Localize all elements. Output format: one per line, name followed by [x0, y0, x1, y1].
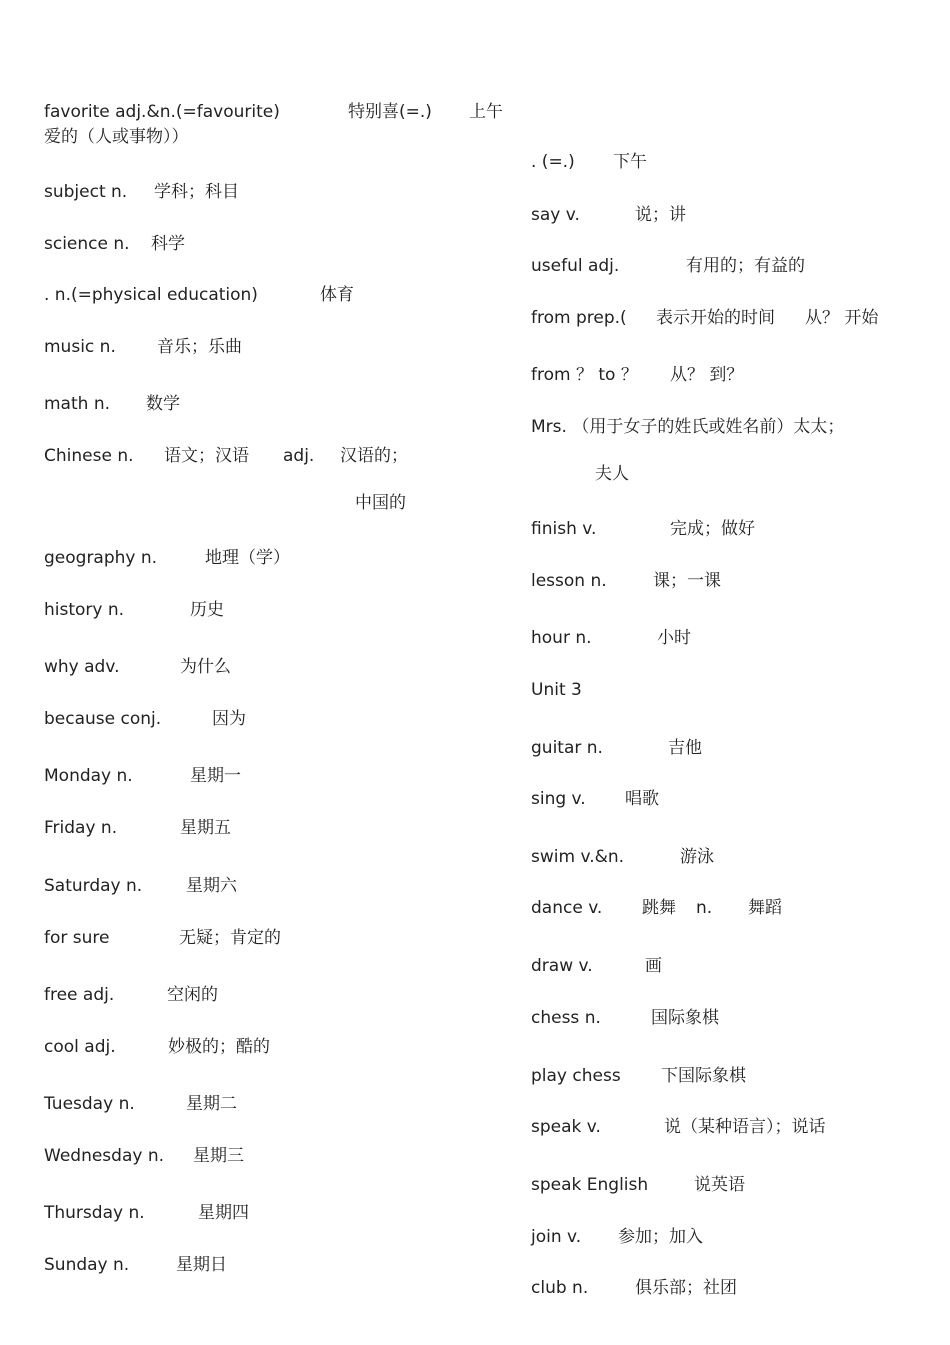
entry-lesson-word: lesson n. [531, 571, 607, 591]
entry-saturday-meaning: 星期六 [186, 876, 237, 896]
entry-finish-word: finish v. [531, 519, 597, 539]
entry-join-word: join v. [531, 1227, 582, 1247]
entry-dance-word: dance v. [531, 898, 603, 918]
entry-favorite-meaning-cont: 爱的（人或事物）） [44, 127, 189, 147]
entry-tuesday-meaning: 星期二 [186, 1094, 237, 1114]
entry-guitar-meaning: 吉他 [668, 738, 702, 758]
entry-hour-meaning: 小时 [657, 628, 691, 648]
entry-speak-word: speak v. [531, 1117, 601, 1137]
entry-science-word: science n. [44, 234, 130, 254]
entry-geography-meaning: 地理（学） [205, 548, 290, 568]
entry-dance-pos: n. [696, 898, 713, 918]
entry-from-meaning: 表示开始的时间 [656, 308, 775, 328]
entry-favorite-extra: 上午 [469, 102, 503, 122]
entry-chess-word: chess n. [531, 1008, 601, 1028]
entry-speak-english-word: speak English [531, 1175, 649, 1195]
entry-favorite-meaning: 特别喜(=.) [348, 102, 432, 122]
entry-science-meaning: 科学 [151, 234, 185, 254]
entry-mrs-cont: 夫人 [595, 464, 629, 484]
entry-swim-meaning: 游泳 [680, 847, 714, 867]
entry-chess-meaning: 国际象棋 [651, 1008, 719, 1028]
entry-draw-word: draw v. [531, 956, 593, 976]
entry-tuesday-word: Tuesday n. [44, 1094, 135, 1114]
entry-speak-english-meaning: 说英语 [694, 1175, 745, 1195]
entry-pe-word: . n.(=physical education) [44, 285, 258, 305]
entry-thursday-word: Thursday n. [44, 1203, 145, 1223]
entry-from-to-word: from ？ to ？ [531, 365, 638, 385]
entry-mrs: Mrs. （用于女子的姓氏或姓名前）太太； [531, 417, 845, 437]
entry-for-sure-word: for sure [44, 928, 110, 948]
entry-favorite-word: favorite adj.&n.(=favourite) [44, 102, 280, 122]
entry-club-word: club n. [531, 1278, 589, 1298]
entry-pe-meaning: 体育 [320, 285, 354, 305]
entry-history-meaning: 历史 [190, 600, 224, 620]
entry-play-chess-meaning: 下国际象棋 [661, 1066, 746, 1086]
entry-cool-meaning: 妙极的；酷的 [168, 1037, 270, 1057]
entry-sunday-word: Sunday n. [44, 1255, 130, 1275]
entry-sunday-meaning: 星期日 [176, 1255, 227, 1275]
entry-chinese-adj-meaning-cont: 中国的 [355, 493, 406, 513]
entry-monday-word: Monday n. [44, 766, 133, 786]
unit-heading: Unit 3 [531, 680, 582, 700]
entry-speak-meaning: 说（某种语言）；说话 [664, 1117, 826, 1137]
entry-math-meaning: 数学 [146, 394, 180, 414]
entry-wednesday-meaning: 星期三 [193, 1146, 244, 1166]
entry-swim-word: swim v.&n. [531, 847, 625, 867]
entry-dance-noun-meaning: 舞蹈 [748, 898, 782, 918]
entry-chinese-meaning: 语文；汉语 [164, 446, 249, 466]
entry-chinese-adj-meaning: 汉语的； [340, 446, 408, 466]
entry-sing-word: sing v. [531, 789, 586, 809]
entry-history-word: history n. [44, 600, 125, 620]
entry-club-meaning: 俱乐部；社团 [635, 1278, 737, 1298]
entry-useful-word: useful adj. [531, 256, 620, 276]
entry-why-meaning: 为什么 [180, 657, 231, 677]
entry-pm-meaning: 下午 [613, 152, 647, 172]
entry-from-meaning-tail: 从？ 开始 [805, 308, 879, 328]
entry-geography-word: geography n. [44, 548, 158, 568]
entry-guitar-word: guitar n. [531, 738, 603, 758]
entry-music-meaning: 音乐；乐曲 [157, 337, 242, 357]
entry-subject-word: subject n. [44, 182, 128, 202]
entry-say-word: say v. [531, 205, 580, 225]
entry-pm-word: . (=.) [531, 152, 575, 172]
entry-dance-meaning: 跳舞 [642, 898, 676, 918]
entry-music-word: music n. [44, 337, 116, 357]
entry-say-meaning: 说；讲 [635, 205, 686, 225]
entry-for-sure-meaning: 无疑；肯定的 [179, 928, 281, 948]
entry-math-word: math n. [44, 394, 110, 414]
entry-saturday-word: Saturday n. [44, 876, 143, 896]
entry-friday-word: Friday n. [44, 818, 118, 838]
entry-lesson-meaning: 课；一课 [653, 571, 721, 591]
entry-free-word: free adj. [44, 985, 115, 1005]
entry-cool-word: cool adj. [44, 1037, 116, 1057]
entry-chinese-pos: adj. [283, 446, 315, 466]
entry-draw-meaning: 画 [645, 956, 662, 976]
entry-chinese-word: Chinese n. [44, 446, 134, 466]
entry-from-word: from prep.( [531, 308, 627, 328]
entry-because-meaning: 因为 [212, 709, 246, 729]
entry-subject-meaning: 学科；科目 [154, 182, 239, 202]
entry-sing-meaning: 唱歌 [625, 789, 659, 809]
entry-why-word: why adv. [44, 657, 120, 677]
entry-join-meaning: 参加；加入 [618, 1227, 703, 1247]
entry-monday-meaning: 星期一 [190, 766, 241, 786]
entry-hour-word: hour n. [531, 628, 592, 648]
entry-useful-meaning: 有用的；有益的 [686, 256, 805, 276]
entry-free-meaning: 空闲的 [167, 985, 218, 1005]
entry-wednesday-word: Wednesday n. [44, 1146, 165, 1166]
entry-because-word: because conj. [44, 709, 162, 729]
entry-finish-meaning: 完成；做好 [670, 519, 755, 539]
entry-friday-meaning: 星期五 [180, 818, 231, 838]
entry-from-to-meaning: 从？ 到？ [670, 365, 744, 385]
entry-thursday-meaning: 星期四 [198, 1203, 249, 1223]
entry-play-chess-word: play chess [531, 1066, 621, 1086]
